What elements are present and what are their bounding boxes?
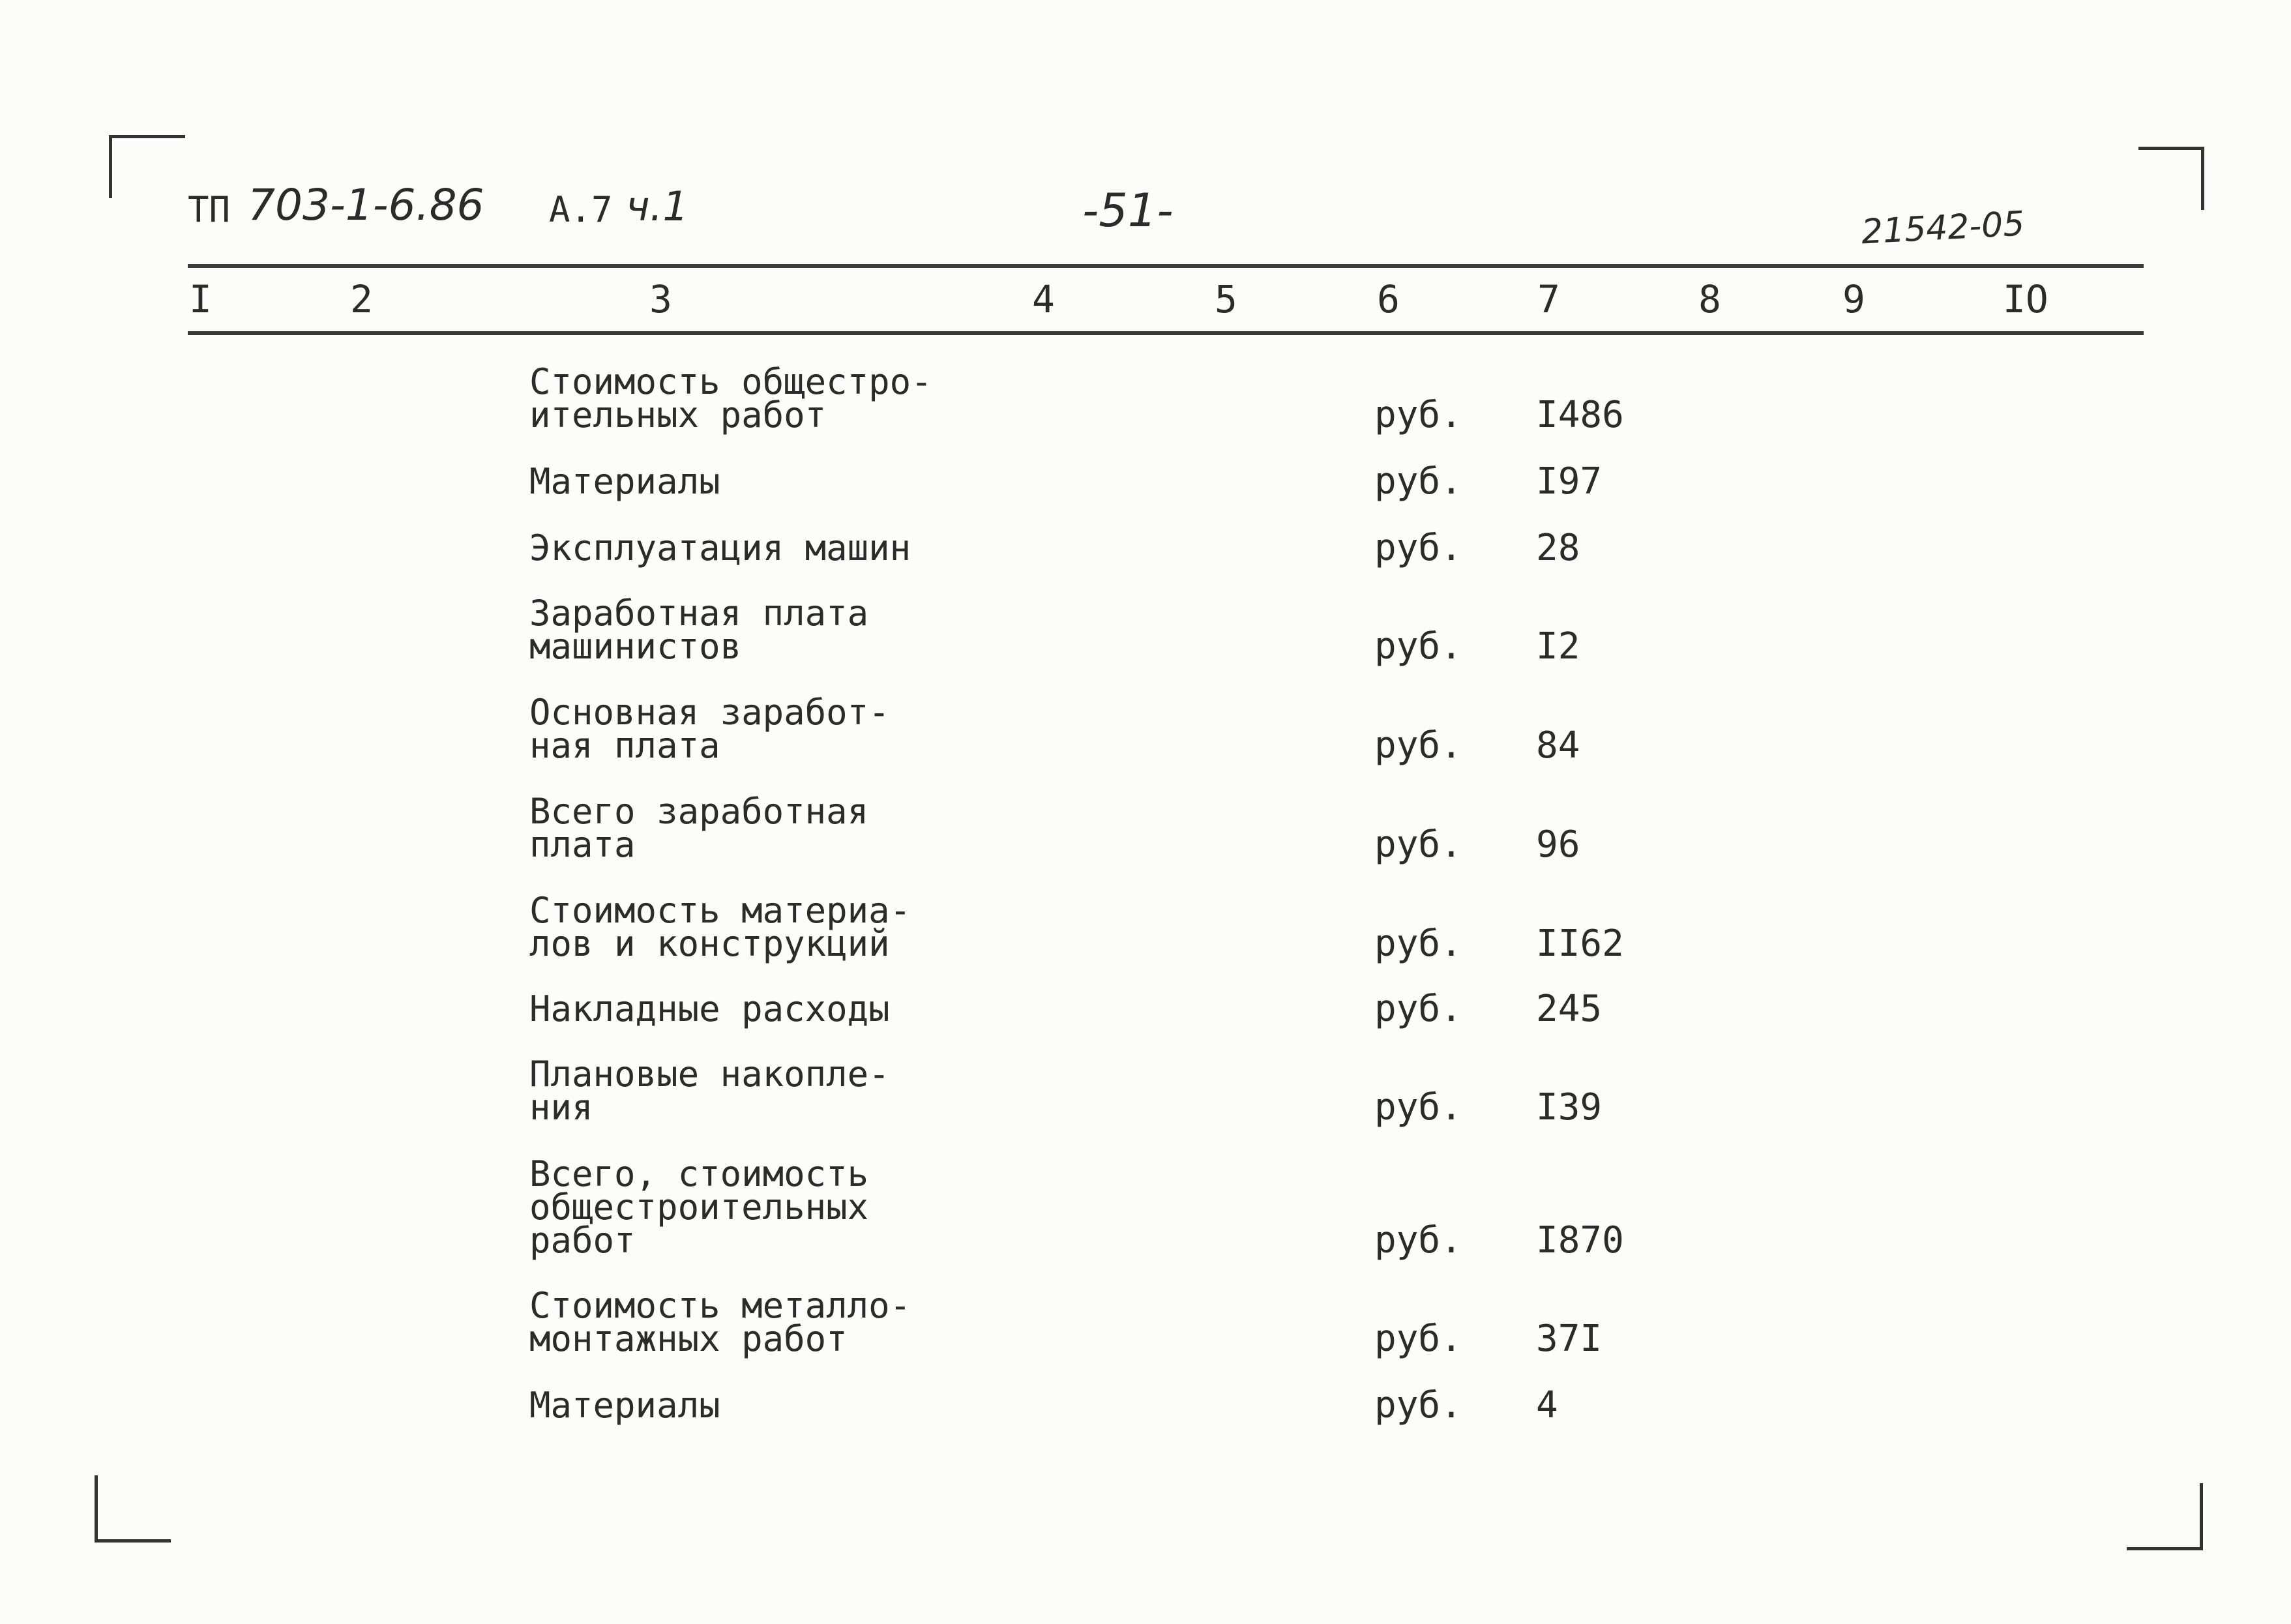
row-unit: руб.: [1374, 1384, 1462, 1426]
row-value: 37I: [1536, 1318, 1603, 1360]
row-unit: руб.: [1374, 1219, 1462, 1262]
table-rule-top: [188, 264, 2144, 268]
row-name: Накладные расходы: [529, 988, 890, 1029]
archive-number: 21542-05: [1860, 204, 2026, 252]
row-value: 84: [1536, 724, 1580, 767]
row-name: Стоимость материа- лов и конструкций: [529, 890, 911, 964]
row-name: Всего заработная плата: [529, 791, 869, 865]
column-number: 8: [1698, 277, 1721, 321]
row-unit: руб.: [1374, 394, 1462, 436]
row-value: 245: [1536, 988, 1603, 1030]
row-value: I39: [1536, 1086, 1603, 1129]
doc-album-prefix: А.7: [549, 189, 613, 230]
corner-mark-bottom-right: [2127, 1483, 2203, 1550]
row-name: Стоимость металло- монтажных работ: [529, 1285, 911, 1359]
corner-mark-bottom-left: [95, 1475, 171, 1543]
row-unit: руб.: [1374, 527, 1462, 569]
row-value: I97: [1536, 460, 1603, 503]
row-unit: руб.: [1374, 625, 1462, 668]
row-name: Плановые накопле- ния: [529, 1054, 890, 1128]
corner-mark-top-left: [109, 135, 185, 198]
column-number: I: [189, 277, 212, 321]
doc-album-part: ч.1: [626, 183, 688, 230]
row-name: Всего, стоимость общестроительных работ: [529, 1153, 869, 1261]
row-unit: руб.: [1374, 1318, 1462, 1360]
row-value: I2: [1536, 625, 1580, 668]
row-unit: руб.: [1374, 1086, 1462, 1129]
column-number: IO: [2003, 277, 2048, 321]
row-name: Эксплуатация машин: [529, 527, 911, 568]
row-unit: руб.: [1374, 988, 1462, 1030]
row-name: Заработная плата машинистов: [529, 593, 869, 667]
row-unit: руб.: [1374, 460, 1462, 503]
row-value: 96: [1536, 823, 1580, 866]
row-unit: руб.: [1374, 724, 1462, 767]
row-value: I870: [1536, 1219, 1624, 1262]
doc-prefix: ТП: [188, 189, 231, 230]
row-unit: руб.: [1374, 823, 1462, 866]
row-value: I486: [1536, 394, 1624, 436]
column-number: 7: [1537, 277, 1560, 321]
column-number: 3: [649, 277, 672, 321]
row-unit: руб.: [1374, 923, 1462, 965]
row-name: Стоимость общестро- ительных работ: [529, 361, 932, 436]
column-number: 2: [350, 277, 373, 321]
page-number: -51-: [1082, 184, 1174, 237]
column-number: 6: [1377, 277, 1400, 321]
row-name: Основная заработ- ная плата: [529, 692, 890, 766]
row-value: 28: [1536, 527, 1580, 569]
corner-mark-top-right: [2138, 147, 2204, 210]
row-name: Материалы: [529, 1385, 720, 1426]
row-value: 4: [1536, 1384, 1558, 1426]
column-number: 9: [1842, 277, 1865, 321]
doc-code: 703-1-6.86: [248, 180, 484, 230]
row-name: Материалы: [529, 461, 720, 502]
row-value: II62: [1536, 923, 1624, 965]
column-number: 4: [1032, 277, 1055, 321]
table-rule-bottom: [188, 331, 2144, 335]
column-number: 5: [1215, 277, 1237, 321]
